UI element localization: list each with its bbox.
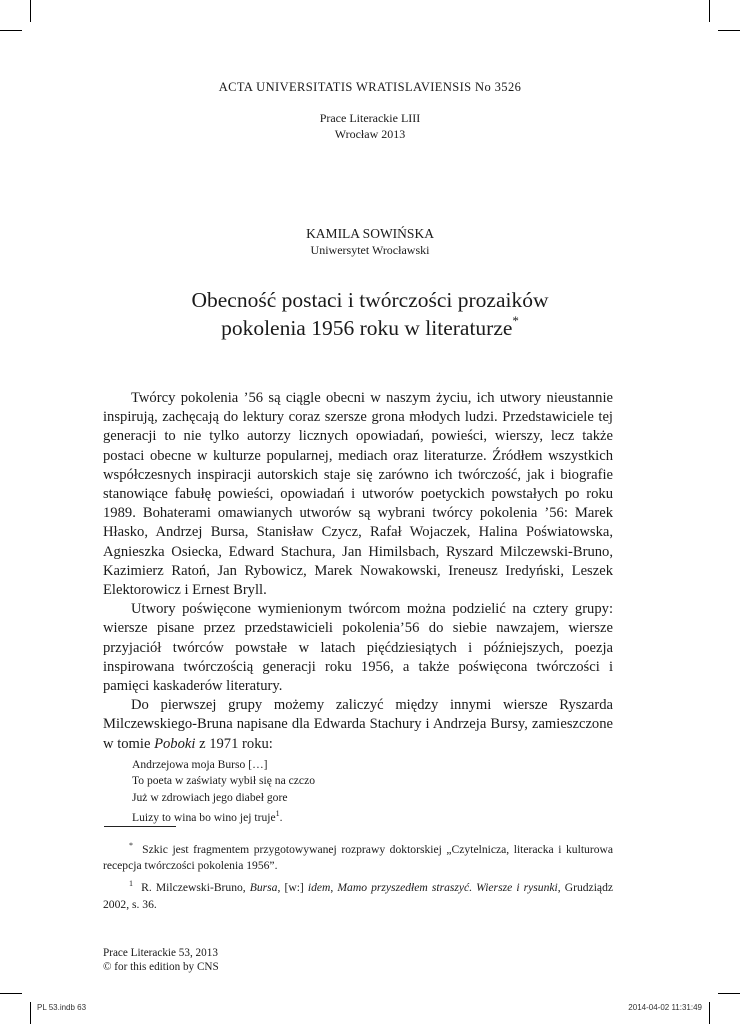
crop-mark-top-right-v <box>709 0 710 22</box>
footnote-1-a: R. Milczewski-Bruno, <box>141 880 250 894</box>
poem-line-3: Już w zdrowiach jego diabeł gore <box>132 790 288 804</box>
title-line-2 <box>0 314 740 342</box>
footnote-1 <box>103 876 613 913</box>
footnote-1-d: idem <box>307 880 331 894</box>
footnotes <box>103 838 613 914</box>
crop-mark-top-right-h <box>718 30 740 31</box>
paragraph-3-text: Do pierwszej grupy możemy zaliczyć między innymi wiersze Ryszarda Milczewskiego-Bruna napisane dla Edwarda Stachury i Andrzeja Bursy, zamieszczone w tomie <box>103 697 613 752</box>
poem-quote <box>132 757 315 826</box>
poem-line-4-text: Luizy to wina bo wino jej truje <box>132 811 276 825</box>
footnote-1-f: Mamo przyszedłem straszyć. Wiersze i rysunki <box>337 880 558 894</box>
title-line-1: Obecność postaci i twórczości prozaików <box>191 288 549 312</box>
footnote-1-g: , Grudziądz 2002, s. 36. <box>103 880 614 911</box>
page-footer-line-2: © for this edition by CNS <box>103 961 219 973</box>
crop-mark-bottom-right-v <box>709 1002 710 1024</box>
poem-line-4-end: . <box>279 811 283 825</box>
crop-mark-bottom-left-h <box>0 993 22 994</box>
poem-line-1: Andrzejowa moja Burso […] <box>132 758 268 771</box>
series-name: Prace Literackie LIII <box>319 111 421 125</box>
paragraph-3-end: z 1971 roku: <box>195 735 273 752</box>
body-text <box>103 389 613 754</box>
page-footer <box>103 946 219 974</box>
author-name: KAMILA SOWIŃSKA <box>306 226 434 241</box>
paragraph-3 <box>103 696 613 754</box>
footnote-star-text: Szkic jest fragmentem przygotowywanej rozprawy doktorskiej „Czytelnicza, literacka i kulturowa recepcja twórczości pokolenia 1956”. <box>103 842 614 873</box>
series-block <box>0 110 740 142</box>
page-footer-line-1: Prace Literackie 53, 2013 <box>103 947 218 959</box>
print-slug-left: PL 53.indb 63 <box>37 1003 87 1012</box>
journal-header: ACTA UNIVERSITATIS WRATISLAVIENSIS No 3526 <box>218 80 522 94</box>
crop-mark-top-left-v <box>30 0 31 22</box>
footnote-1-e: , <box>330 880 338 894</box>
author-affiliation: Uniwersytet Wrocławski <box>310 243 430 257</box>
poem-line-4 <box>132 806 315 826</box>
paragraph-1: Twórcy pokolenia ’56 są ciągle obecni w naszym życiu, ich utwory nieustannie inspirują, zachęcają do lektury coraz szersze grona młodych ludzi. Przedstawiciele tej generacji to nie tylko autorzy licznych opowiadań, powieści, wierszy, lecz także postaci obecne w kulturze popularnej, mediach oraz literaturze. Źródłem wszystkich współczesnych inspiracji autorskich staje się zarówno ich twórczość, jak i biografie stanowiące fabułę powieści, opowiadań i utworów poetyckich powstałych po roku 1989. Bohaterami omawianych utworów są wybrani twórcy pokolenia ’56: Marek Hłasko, Andrzej Bursa, Stanisław Czycz, Rafał Wojaczek, Halina Poświatowska, Agnieszka Osiecka, Edward Stachura, Jan Himilsbach, Ryszard Milczewski-Bruno, Kazimierz Ratoń, Jan Rybowicz, Marek Nowakowski, Ireneusz Iredyński, Leszek Elektorowicz i Ernest Bryll. <box>103 390 613 599</box>
title-line-2-text: pokolenia 1956 roku w literaturze <box>221 316 513 340</box>
title-footnote-mark: * <box>512 312 519 328</box>
crop-mark-bottom-right-h <box>718 993 740 994</box>
footnote-1-mark: 1 <box>129 879 133 889</box>
footnote-star-mark: * <box>129 841 133 850</box>
footnote-separator <box>104 826 176 827</box>
footnote-ref-1: 1 <box>275 809 280 819</box>
place-year: Wrocław 2013 <box>334 127 406 141</box>
poem-line-2: To poeta w zaświaty wybił się na czczo <box>132 774 316 788</box>
footnote-1-b: Bursa <box>249 880 278 894</box>
paragraph-2: Utwory poświęcone wymienionym twórcom można podzielić na cztery grupy: wiersze pisane przez przedstawicieli pokolenia’56 do siebie nawzajem, wiersze przyjaciół twórców powstałe w latach pięćdziesiątych i późniejszych, poezja inspirowana twórczością generacji roku 1956, a także poświęcona twórczości i pamięci kaskaderów literatury. <box>103 601 613 695</box>
crop-mark-top-left-h <box>0 30 22 31</box>
crop-mark-bottom-left-v <box>30 1002 31 1024</box>
article-title <box>0 286 740 342</box>
book-title-poboki: Poboki <box>154 735 196 752</box>
footnote-1-c: , [w:] <box>277 880 308 894</box>
print-slug-right: 2014-04-02 11:31:49 <box>628 1003 702 1012</box>
footnote-star <box>103 838 613 875</box>
